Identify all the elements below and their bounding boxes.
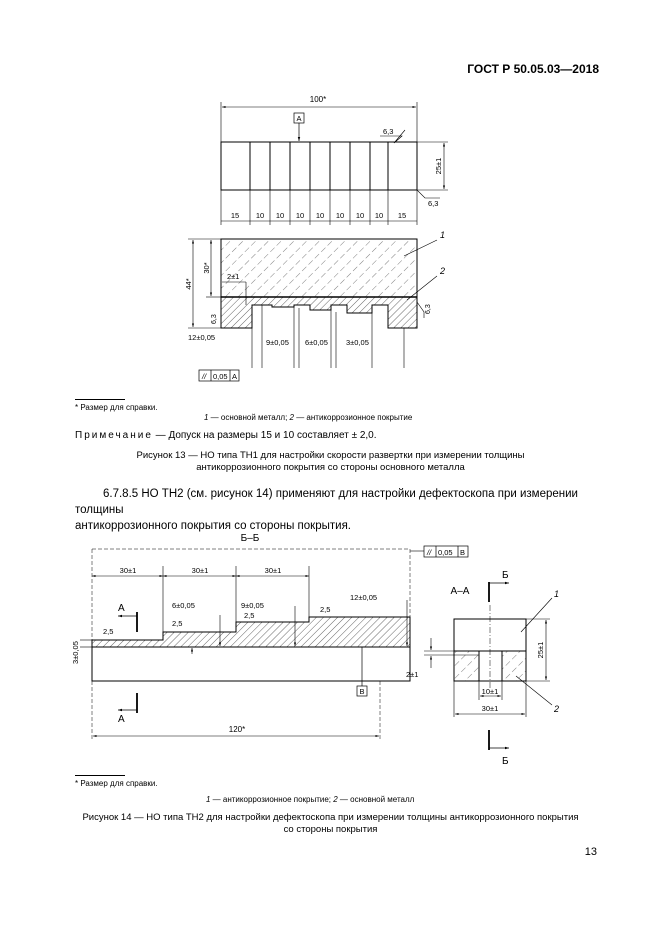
figure-14-drawing xyxy=(0,525,661,785)
parallelism-icon-14: // xyxy=(427,548,432,557)
dim-9-14: 9±0,05 xyxy=(241,601,264,610)
segment-dim-8: 10 xyxy=(374,211,384,220)
segment-dim-2: 10 xyxy=(255,211,265,220)
segment-dim-1: 15 xyxy=(230,211,240,220)
datum-a-label: А xyxy=(296,114,302,123)
segment-dim-7: 10 xyxy=(355,211,365,220)
figure-13-drawing xyxy=(0,0,661,400)
segment-dim-5: 10 xyxy=(315,211,325,220)
cut-b-bottom: Б xyxy=(502,756,509,767)
tolerance-ref: А xyxy=(232,372,238,381)
footnote-14: * Размер для справки. xyxy=(75,779,158,788)
dim-3-14: 3±0,05 xyxy=(71,641,80,664)
section-bb-title: Б–Б xyxy=(240,533,260,544)
roughness-right: 6,3 xyxy=(428,199,439,208)
dim-3: 3±0,05 xyxy=(346,338,369,347)
caption-13: Рисунок 13 — НО типа ТН1 для настройки скорости развертки при измерении толщины антикоррозионного покрытия со стороны основного металла xyxy=(136,450,525,473)
dim-9: 9±0,05 xyxy=(266,338,289,347)
legend-14: 1 — антикоррозионное покрытие; 2 — основной металл xyxy=(206,795,415,804)
dim-6-14: 6±0,05 xyxy=(172,601,195,610)
label-1-14: 1 xyxy=(554,589,560,599)
dim-12: 12±0,05 xyxy=(188,333,216,342)
dim-total-120: 120* xyxy=(228,725,246,734)
dim-25-d: 2,5 xyxy=(103,627,114,636)
dim-30-b: 30±1 xyxy=(191,566,209,575)
dim-10-14: 10±1 xyxy=(481,687,499,696)
segment-dim-6: 10 xyxy=(335,211,345,220)
dim-12-14: 12±0,05 xyxy=(350,593,378,602)
dim-25-b: 2,5 xyxy=(320,605,331,614)
datum-b-label: В xyxy=(359,687,365,696)
dim-30-a: 30±1 xyxy=(119,566,137,575)
tolerance-ref-14: В xyxy=(460,548,466,557)
tolerance-value: 0,05 xyxy=(213,372,228,381)
dim-25-a: 2,5 xyxy=(244,611,255,620)
segment-dim-3: 10 xyxy=(275,211,285,220)
view-aa-title: А–А xyxy=(450,586,470,597)
footnote-13: * Размер для справки. xyxy=(75,403,158,412)
dim-height-25: 25±1 xyxy=(434,157,443,175)
caption-14: Рисунок 14 — НО типа ТН2 для настройки дефектоскопа при измерении толщины антикоррозионного покрытия со стороны покрытия xyxy=(82,812,579,835)
dim-30-c: 30±1 xyxy=(264,566,282,575)
footnote-rule xyxy=(75,399,125,400)
label-2: 2 xyxy=(440,266,446,276)
roughness-left: 6,3 xyxy=(211,314,218,324)
dim-2-1: 2±1 xyxy=(227,272,240,281)
note-13: Примечание — Допуск на размеры 15 и 10 составляет ± 2,0. xyxy=(75,430,377,441)
dim-total-100: 100* xyxy=(309,95,327,104)
base-metal-section xyxy=(221,239,417,297)
coating-section xyxy=(221,297,417,328)
dim-height-44: 44* xyxy=(184,278,193,290)
paragraph-6785: 6.7.8.5 НО ТН2 (см. рисунок 14) применяют для настройки дефектоскопа при измерении толщины антикоррозионного покрытия со стороны покрытия. xyxy=(75,488,578,532)
page-number: 13 xyxy=(584,846,597,858)
parallelism-icon: // xyxy=(202,372,207,381)
document-id: ГОСТ Р 50.05.03—2018 xyxy=(467,62,599,76)
dim-25-14: 25±1 xyxy=(536,641,545,659)
roughness-right-2: 6,3 xyxy=(425,304,432,314)
legend-13: 1 — основной металл; 2 — антикоррозионное покрытие xyxy=(204,413,413,422)
dim-30-side: 30±1 xyxy=(481,704,499,713)
label-1: 1 xyxy=(440,230,446,240)
aa-groove xyxy=(479,651,502,681)
footnote-rule-14 xyxy=(75,775,125,776)
tolerance-value-14: 0,05 xyxy=(438,548,453,557)
cut-a-top: А xyxy=(118,603,125,614)
dim-height-30: 30* xyxy=(202,262,211,274)
roughness-top: 6,3 xyxy=(383,127,394,136)
coating-stepped-layer xyxy=(92,617,410,647)
dim-2-14: 2±1 xyxy=(406,670,419,679)
label-2-14: 2 xyxy=(554,704,560,714)
dim-6: 6±0,05 xyxy=(305,338,328,347)
dim-25-c: 2,5 xyxy=(172,619,183,628)
segment-dim-9: 15 xyxy=(397,211,407,220)
cut-a-bottom: А xyxy=(118,714,125,725)
cut-b-top: Б xyxy=(502,570,509,581)
segment-dim-4: 10 xyxy=(295,211,305,220)
